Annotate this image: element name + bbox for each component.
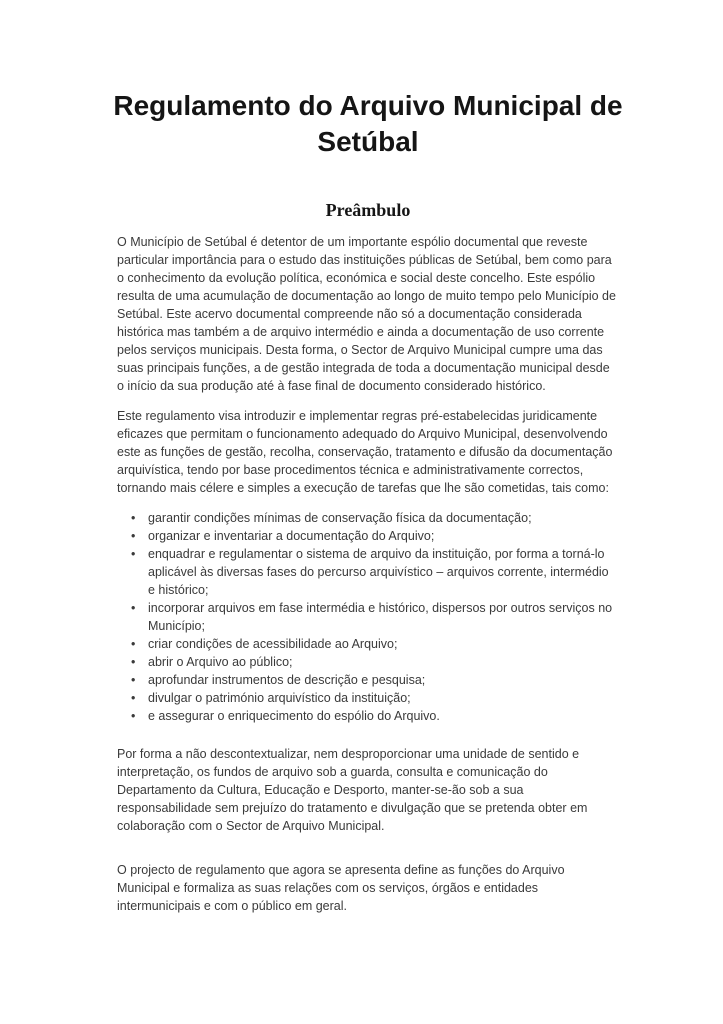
bullet-icon: • xyxy=(131,547,136,561)
bullet-item xyxy=(131,509,619,527)
bullet-icon: • xyxy=(131,709,136,723)
bullet-item xyxy=(131,545,619,599)
bullet-item xyxy=(131,653,619,671)
bullet-icon: • xyxy=(131,673,136,687)
bullet-text: e assegurar o enriquecimento do espólio do Arquivo. xyxy=(148,709,440,723)
paragraph-departments-responsibility: Por forma a não descontextualizar, nem desproporcionar uma unidade de sentido e interpretação, os fundos de arquivo sob a guarda, consulta e comunicação do Departamento da Cultura, Educação e Desporto, manter-se-ão sob a sua responsabilidade sem prejuízo do tratamento e divulgação que se pretenda obter em colaboração com o Sector de Arquivo Municipal. xyxy=(117,747,588,833)
paragraph-regulation-purpose: Este regulamento visa introduzir e implementar regras pré-estabelecidas juridicamente eficazes que permitam o funcionamento adequado do Arquivo Municipal, desenvolvendo este as funções de gestão, recolha, conservação, tratamento e difusão da documentação arquivística, tendo por base procedimentos técnica e administrativamente correctos, tornando mais célere e simples a execução de tarefas que lhe são cometidas, tais como: xyxy=(117,409,613,495)
bullet-item xyxy=(131,635,619,653)
bullet-text: organizar e inventariar a documentação do Arquivo; xyxy=(148,529,435,543)
bullet-item xyxy=(131,599,619,635)
paragraph-closing: O projecto de regulamento que agora se apresenta define as funções do Arquivo Municipal e formaliza as suas relações com os serviços, órgãos e entidades intermunicipais e com o público em geral. xyxy=(117,863,565,913)
section-heading-preambulo: Preâmbulo xyxy=(325,200,411,220)
bullet-text: divulgar o património arquivístico da instituição; xyxy=(148,691,411,705)
bullet-icon: • xyxy=(131,511,136,525)
bullet-icon: • xyxy=(131,691,136,705)
bullet-text: criar condições de acessibilidade ao Arquivo; xyxy=(148,637,398,651)
bullet-item xyxy=(131,671,619,689)
bullet-text: abrir o Arquivo ao público; xyxy=(148,655,293,669)
bullet-icon: • xyxy=(131,655,136,669)
bullet-text: aprofundar instrumentos de descrição e pesquisa; xyxy=(148,673,426,687)
bullet-icon: • xyxy=(131,529,136,543)
bullet-icon: • xyxy=(131,601,136,615)
document-title: Regulamento do Arquivo Municipal de Setúbal xyxy=(113,90,623,157)
bullet-item xyxy=(131,689,619,707)
bullet-icon: • xyxy=(131,637,136,651)
bullet-text: enquadrar e regulamentar o sistema de arquivo da instituição, por forma a torná-lo aplicável às diversas fases do percurso arquivístico – arquivos corrente, intermédio e histórico; xyxy=(148,547,609,597)
paragraph-intro: O Município de Setúbal é detentor de um importante espólio documental que reveste particular importância para o estudo das instituições públicas de Setúbal, bem como para o conhecimento da evolução política, económica e social deste concelho. Este espólio resulta de uma acumulação de documentação ao longo de muito tempo pelo Município de Setúbal. Este acervo documental compreende não só a documentação considerada histórica mas também a de arquivo intermédio e ainda a documentação de uso corrente pelos serviços municipais. Desta forma, o Sector de Arquivo Municipal cumpre uma das suas principais funções, a de gestão integrada de toda a documentação municipal desde o início da sua produção até à fase final de documento considerado histórico. xyxy=(117,235,616,393)
bullet-text: garantir condições mínimas de conservação física da documentação; xyxy=(148,511,532,525)
bullet-list xyxy=(131,509,619,725)
bullet-text: incorporar arquivos em fase intermédia e histórico, dispersos por outros serviços no Município; xyxy=(148,601,613,633)
bullet-item xyxy=(131,707,619,725)
bullet-item xyxy=(131,527,619,545)
